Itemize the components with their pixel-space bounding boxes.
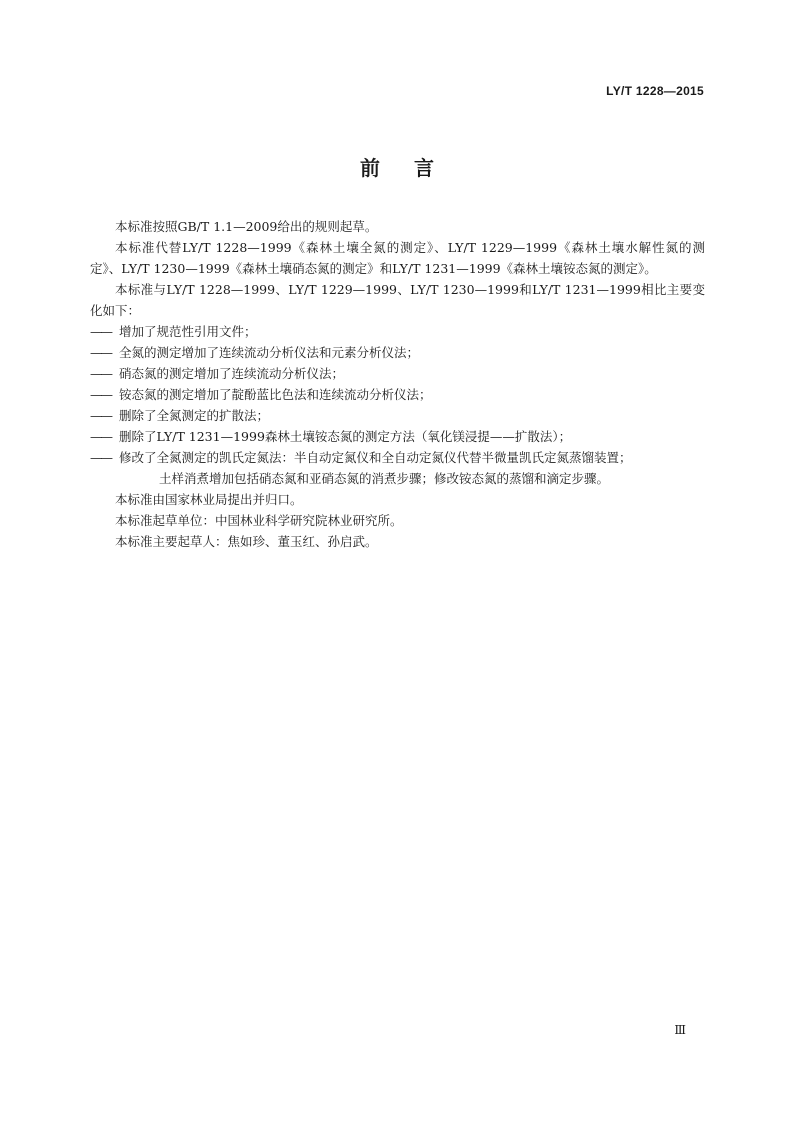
dash-mark: —— xyxy=(90,429,111,444)
change-item xyxy=(90,342,705,363)
dash-mark: —— xyxy=(90,387,111,402)
change-item xyxy=(90,426,705,447)
paragraph-replaces: 本标准代替LY/T 1228—1999《森林土壤全氮的测定》、LY/T 1229—1999《森林土壤水解性氮的测定》、LY/T 1230—1999《森林土壤硝态氮的测定》和LY/T 1231—1999《森林土壤铵态氮的测定》。 xyxy=(90,240,705,276)
change-item-continuation: 土样消煮增加包括硝态氮和亚硝态氮的消煮步骤；修改铵态氮的蒸馏和滴定步骤。 xyxy=(159,471,610,486)
change-item xyxy=(90,447,705,468)
change-text: 修改了全氮测定的凯氏定氮法：半自动定氮仪和全自动定氮仪代替半微量凯氏定氮蒸馏装置； xyxy=(119,450,632,465)
dash-mark: —— xyxy=(90,450,111,465)
page-number: Ⅲ xyxy=(674,1023,686,1037)
change-item xyxy=(90,363,705,384)
change-text: 全氮的测定增加了连续流动分析仪法和元素分析仪法； xyxy=(119,345,420,360)
change-text: 删除了LY/T 1231—1999森林土壤铵态氮的测定方法（氧化镁浸提——扩散法）； xyxy=(119,429,572,444)
change-text: 硝态氮的测定增加了连续流动分析仪法； xyxy=(119,366,345,381)
dash-mark: —— xyxy=(90,345,111,360)
change-text: 增加了规范性引用文件； xyxy=(119,324,257,339)
change-item xyxy=(90,321,705,342)
dash-mark: —— xyxy=(90,324,111,339)
change-item xyxy=(90,384,705,405)
change-item xyxy=(90,405,705,426)
standard-code: LY/T 1228—2015 xyxy=(606,84,704,98)
paragraph-proposer: 本标准由国家林业局提出并归口。 xyxy=(115,492,303,507)
paragraph-drafting-rules: 本标准按照GB/T 1.1—2009给出的规则起草。 xyxy=(115,219,378,234)
dash-mark: —— xyxy=(90,366,111,381)
change-text: 删除了全氮测定的扩散法； xyxy=(119,408,270,423)
paragraph-drafting-unit: 本标准起草单位：中国林业科学研究院林业研究所。 xyxy=(115,513,403,528)
page-title: 前言 xyxy=(360,156,468,180)
foreword-body xyxy=(90,216,705,552)
paragraph-changes-intro: 本标准与LY/T 1228—1999、LY/T 1229—1999、LY/T 1230—1999和LY/T 1231—1999相比主要变化如下： xyxy=(90,282,705,318)
change-text: 铵态氮的测定增加了靛酚蓝比色法和连续流动分析仪法； xyxy=(119,387,432,402)
paragraph-drafters: 本标准主要起草人：焦如珍、董玉红、孙启武。 xyxy=(115,534,378,549)
dash-mark: —— xyxy=(90,408,111,423)
